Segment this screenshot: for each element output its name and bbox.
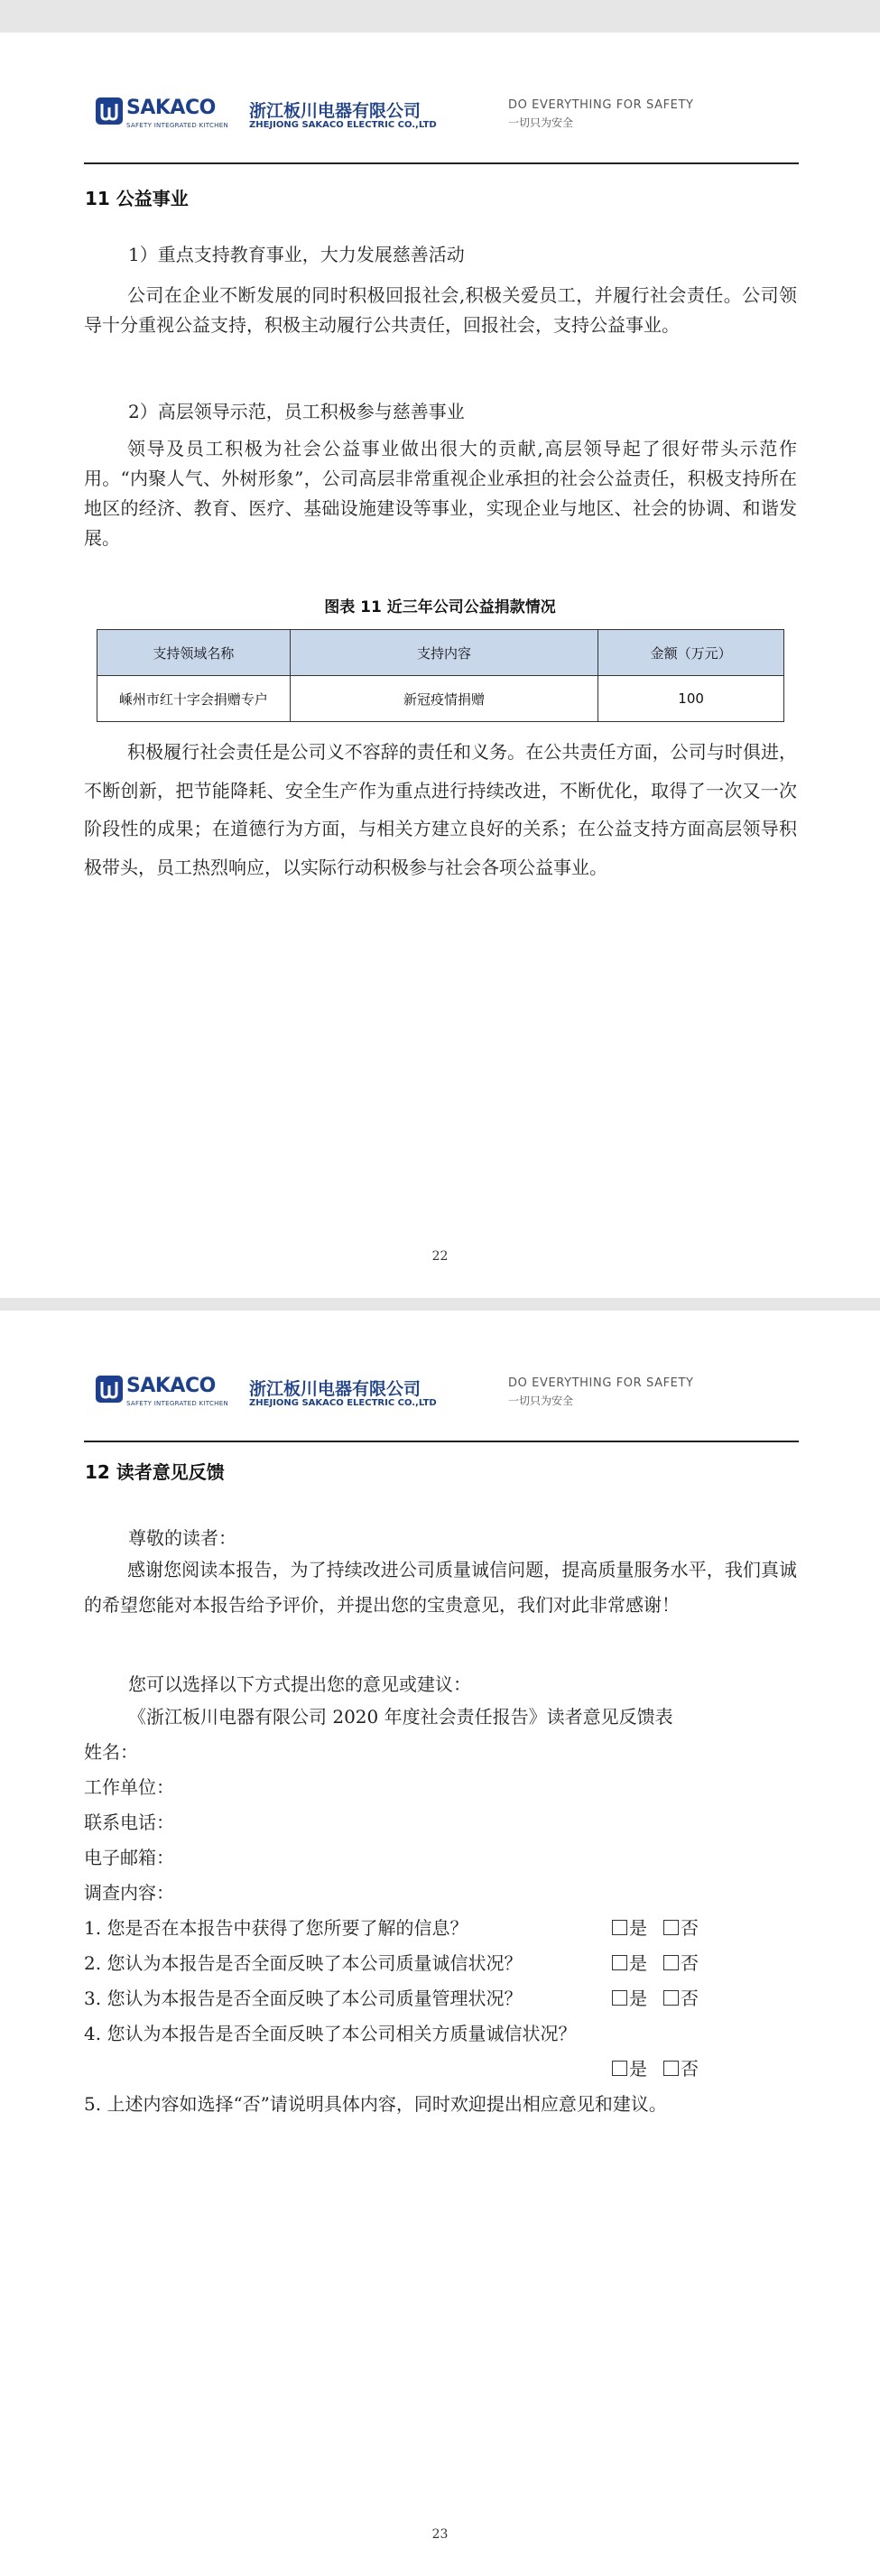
page-header bbox=[84, 92, 799, 155]
option-yes[interactable] bbox=[612, 2054, 647, 2080]
option-yes-label: 是 bbox=[629, 2058, 647, 2080]
option-yes-label: 是 bbox=[629, 1917, 647, 1939]
company-name-cn: 浙江板川电器有限公司 bbox=[249, 101, 421, 121]
slogan-en: DO EVERYTHING FOR SAFETY bbox=[508, 1376, 694, 1390]
table-cell: 新冠疫情捐赠 bbox=[290, 676, 598, 722]
report-page-22 bbox=[0, 32, 880, 1298]
survey-question: 4. 您认为本报告是否全面反映了本公司相关方质量诚信状况？ bbox=[84, 2023, 577, 2044]
company-name-cn: 浙江板川电器有限公司 bbox=[249, 1379, 421, 1399]
checkbox-icon bbox=[663, 1990, 679, 2006]
paragraph: 领导及员工积极为社会公益事业做出很大的贡献,高层领导起了很好带头示范作用。“内聚人气、外树形象”，公司高层非常重视企业承担的社会公益责任，积极支持所在地区的经济、教育、医疗、基础设施建设等事业，实现企业与地区、社会的协调、和谐发展。 bbox=[84, 438, 797, 549]
company-name-en: ZHEJIONG SAKACO ELECTRIC CO.,LTD bbox=[249, 1398, 437, 1408]
option-no[interactable] bbox=[663, 2054, 699, 2080]
form-title: 《浙江板川电器有限公司 2020 年度社会责任报告》读者意见反馈表 bbox=[128, 1706, 673, 1728]
field-email: 电子邮箱： bbox=[84, 1847, 174, 1868]
section-title: 12 读者意见反馈 bbox=[85, 1461, 225, 1483]
column-header: 支持内容 bbox=[290, 630, 598, 676]
option-no[interactable] bbox=[663, 1984, 699, 2010]
donation-table bbox=[97, 629, 784, 722]
option-no-label: 否 bbox=[681, 2058, 699, 2080]
checkbox-icon bbox=[663, 2061, 679, 2076]
header-divider bbox=[84, 1441, 799, 1442]
column-header: 支持领域名称 bbox=[97, 630, 291, 676]
page-number: 22 bbox=[431, 1249, 449, 1264]
section-title: 11 公益事业 bbox=[85, 188, 189, 209]
option-yes[interactable] bbox=[612, 1913, 647, 1940]
paragraph: 积极履行社会责任是公司义不容辞的责任和义务。在公共责任方面，公司与时俱进，不断创新，把节能降耗、安全生产作为重点进行持续改进，不断优化，取得了一次又一次阶段性的成果；在道德行为方面，与相关方建立良好的关系；在公益支持方面高层领导积极带头，员工热烈响应，以实际行动积极参与社会各项公益事业。 bbox=[84, 741, 797, 878]
option-no-label: 否 bbox=[681, 1988, 699, 2009]
table-cell: 嵊州市红十字会捐赠专户 bbox=[97, 676, 291, 722]
checkbox-icon bbox=[612, 1955, 627, 1970]
yes-no-options bbox=[612, 2054, 715, 2080]
table-header-row bbox=[97, 630, 784, 676]
checkbox-icon bbox=[612, 2061, 627, 2076]
brand-name: SAKACO bbox=[126, 1375, 216, 1397]
checkbox-icon bbox=[663, 1955, 679, 1970]
page-number: 23 bbox=[431, 2527, 449, 2542]
slogan-cn: 一切只为安全 bbox=[508, 116, 574, 129]
survey-question: 2. 您认为本报告是否全面反映了本公司质量诚信状况？ bbox=[84, 1952, 523, 1974]
field-workplace: 工作单位： bbox=[84, 1776, 174, 1798]
option-yes-label: 是 bbox=[629, 1988, 647, 2009]
option-yes[interactable] bbox=[612, 1949, 647, 1975]
company-name-en: ZHEJIONG SAKACO ELECTRIC CO.,LTD bbox=[249, 120, 437, 130]
field-survey: 调查内容： bbox=[84, 1882, 174, 1904]
subheading: 1）重点支持教育事业，大力发展慈善活动 bbox=[128, 244, 465, 265]
column-header: 金额（万元） bbox=[598, 630, 784, 676]
intro-text: 您可以选择以下方式提出您的意见或建议： bbox=[128, 1673, 471, 1695]
survey-question: 3. 您认为本报告是否全面反映了本公司质量管理状况？ bbox=[84, 1988, 523, 2009]
sakaco-logo-icon bbox=[96, 97, 123, 125]
paragraph: 公司在企业不断发展的同时积极回报社会,积极关爱员工，并履行社会责任。公司领导十分重视公益支持，积极主动履行公共责任，回报社会，支持公益事业。 bbox=[84, 284, 797, 336]
company-logo bbox=[96, 97, 529, 137]
yes-no-options bbox=[612, 1949, 715, 1975]
option-no-label: 否 bbox=[681, 1917, 699, 1939]
sakaco-logo-icon bbox=[96, 1376, 123, 1403]
greeting: 尊敬的读者： bbox=[128, 1527, 236, 1549]
option-no[interactable] bbox=[663, 1949, 699, 1975]
slogan bbox=[508, 98, 694, 130]
checkbox-icon bbox=[612, 1920, 627, 1935]
table-cell: 100 bbox=[598, 676, 784, 722]
option-no[interactable] bbox=[663, 1913, 699, 1940]
subheading: 2）高层领导示范，员工积极参与慈善事业 bbox=[128, 401, 465, 422]
table-caption: 图表 11 近三年公司公益捐款情况 bbox=[324, 598, 556, 616]
page-header bbox=[84, 1370, 799, 1433]
option-yes[interactable] bbox=[612, 1984, 647, 2010]
field-phone: 联系电话： bbox=[84, 1812, 174, 1833]
brand-tagline: SAFETY INTEGRATED KITCHEN bbox=[126, 1400, 228, 1407]
checkbox-icon bbox=[612, 1990, 627, 2006]
option-yes-label: 是 bbox=[629, 1952, 647, 1974]
report-page-23 bbox=[0, 1311, 880, 2576]
yes-no-options bbox=[612, 1984, 715, 2010]
brand-tagline: SAFETY INTEGRATED KITCHEN bbox=[126, 122, 228, 129]
slogan bbox=[508, 1376, 694, 1408]
checkbox-icon bbox=[663, 1920, 679, 1935]
survey-question: 5. 上述内容如选择“否”请说明具体内容，同时欢迎提出相应意见和建议。 bbox=[84, 2093, 667, 2115]
header-divider bbox=[84, 162, 799, 164]
field-name: 姓名： bbox=[84, 1741, 138, 1763]
brand-name: SAKACO bbox=[126, 97, 216, 119]
yes-no-options bbox=[612, 1913, 715, 1940]
paragraph: 感谢您阅读本报告，为了持续改进公司质量诚信问题，提高质量服务水平，我们真诚的希望您能对本报告给予评价，并提出您的宝贵意见，我们对此非常感谢！ bbox=[84, 1559, 797, 1616]
slogan-en: DO EVERYTHING FOR SAFETY bbox=[508, 98, 694, 112]
slogan-cn: 一切只为安全 bbox=[508, 1395, 574, 1407]
survey-question: 1. 您是否在本报告中获得了您所要了解的信息？ bbox=[84, 1917, 468, 1939]
table-row bbox=[97, 676, 784, 722]
company-logo bbox=[96, 1376, 529, 1415]
option-no-label: 否 bbox=[681, 1952, 699, 1974]
